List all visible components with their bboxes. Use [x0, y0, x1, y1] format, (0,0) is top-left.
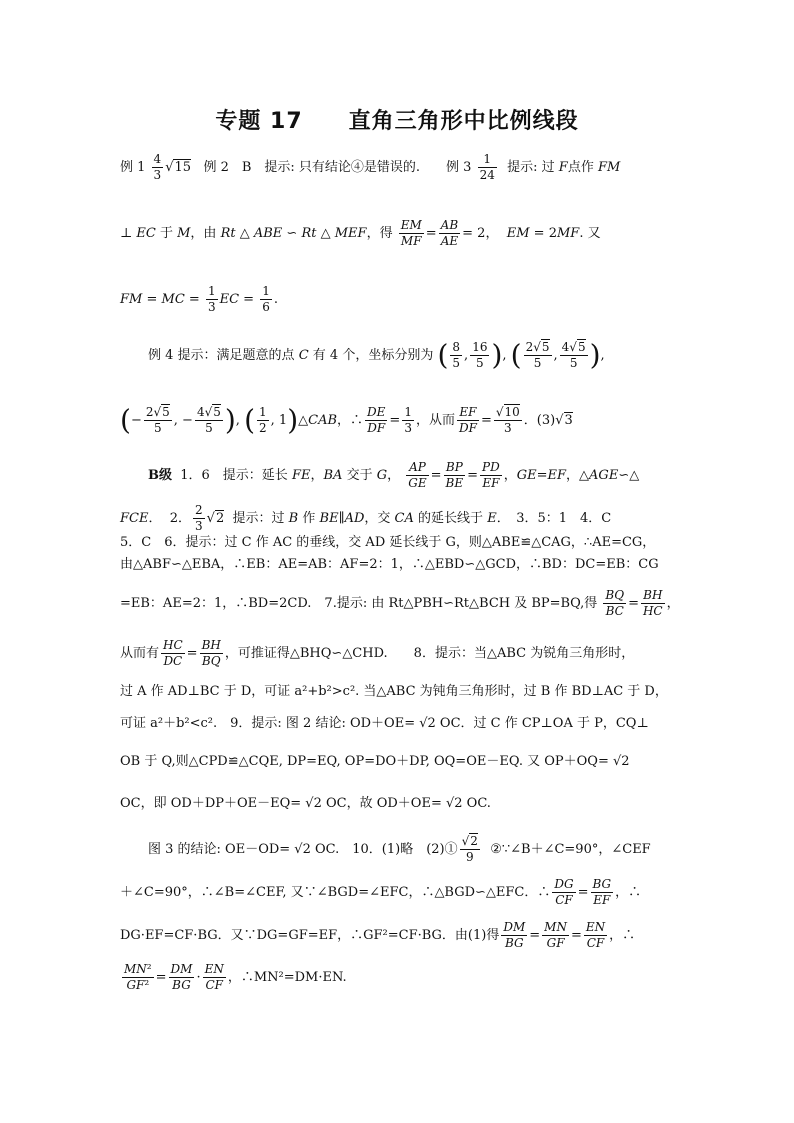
answer-line-5: (− $\frac{2√5}{5}$ , − $\frac{4√5}{5}$ ), ( $\frac{1}{2}$ , 1)△CAB，∴ $\frac{DE}{DF}$ = $\frac{1}{3}$ ，从而 $\frac{EF}{DF}$ = $\frac{√10}{3}$ ．(3)√3 — [120, 403, 573, 437]
answer-line-12: 过 A 作 AD⊥BC 于 D，可证 a²+b²>c². 当△ABC 为钝角三角形时，过 B 作 BD⊥AC 于 D， — [120, 684, 668, 699]
answer-line-14: OB 于 Q,则△CPD≌△CQE, DP=EQ, OP=DO＋DP, OQ=OE－EQ. 又 OP＋OQ= √2 — [120, 754, 630, 769]
answer-line-6: B级 1．6 提示：延长 FE，BA 交于 G， $\frac{AP}{GE}$ = $\frac{BP}{BE}$ = $\frac{PD}{EF}$ ，GE=EF，△AGE∽△ — [148, 460, 640, 490]
answer-line-15: OC，即 OD＋DP＋OE－EQ= √2 OC，故 OD＋OE= √2 OC. — [120, 796, 491, 811]
answer-line-3: FM = MC = $\frac{1}{3}$ EC = $\frac{1}{6}$ . — [120, 284, 278, 314]
answer-line-2: ⊥ EC 于 M，由 Rt △ ABE ∽ Rt △ MEF，得 $\frac{EM}{MF}$ = $\frac{AB}{AE}$ = 2， EM = 2MF. 又 — [120, 218, 601, 248]
answer-line-13: 可证 a²＋b²<c². 9．提示: 图 2 结论: OD＋OE= √2 OC．过 C 作 CP⊥OA 于 P，CQ⊥ — [120, 716, 649, 731]
answer-line-4: 例 4 提示：满足题意的点 C 有 4 个，坐标分别为 ( $\frac{8}{5}$ , $\frac{16}{5}$ ), ( $\frac{2√5}{5}$ , $\frac{4√5}{5}$ ), — [148, 338, 605, 372]
answer-line-7: FCE． 2． $\frac{2}{3}$ √2 提示：过 B 作 BE∥AD，交 CA 的延长线于 E． 3．5：1 4．C — [120, 503, 612, 533]
answer-line-1: 例 1 $\frac{4}{3}$ √15 例 2 B 提示: 只有结论④是错误的. 例 3 $\frac{1}{24}$ 提示: 过 F点作 FM — [120, 152, 621, 182]
answer-line-19: $\frac{\text{MN²}}{\text{GF²}}$ = $\frac{DM}{BG}$ · $\frac{EN}{CF}$ ，∴MN²=DM·EN. — [124, 962, 347, 992]
answer-line-9: 由△ABF∽△EBA，∴EB：AE=AB：AF=2：1，∴△EBD∽△GCD，∴BD：DC=EB：CG — [120, 557, 659, 572]
answer-line-17: ＋∠C=90°，∴∠B=∠CEF, 又∵∠BGD=∠EFC，∴△BGD∽△EFC．∴ $\frac{DG}{CF}$ = $\frac{BG}{EF}$ ，∴ — [120, 877, 642, 907]
answer-line-10: =EB：AE=2：1，∴BD=2CD. 7.提示: 由 Rt△PBH∽Rt△BCH 及 BP=BQ,得 $\frac{BQ}{BC}$ = $\frac{BH}{HC}$ ， — [120, 588, 680, 618]
answer-line-8: 5．C 6．提示：过 C 作 AC 的垂线，交 AD 延长线于 G，则△ABE≌△CAG，∴AE=CG， — [120, 535, 656, 550]
answer-line-11: 从而有 $\frac{HC}{DC}$ = $\frac{BH}{BQ}$ ，可推证得△BHQ∽△CHD. 8．提示：当△ABC 为锐角三角形时， — [120, 638, 635, 668]
page-title: 专题 17 直角三角形中比例线段 — [215, 109, 579, 134]
answer-line-16: 图 3 的结论: OE－OD= √2 OC. 10．(1)略 (2)① $\frac{√2}{9}$ ②∵∠B＋∠C=90°，∠CEF — [148, 834, 651, 864]
answer-line-18: DG·EF=CF·BG．又∵DG=GF=EF，∴GF²=CF·BG．由(1)得 $\frac{DM}{BG}$ = $\frac{MN}{GF}$ = $\frac{EN}{CF}$ ，∴ — [120, 920, 636, 950]
